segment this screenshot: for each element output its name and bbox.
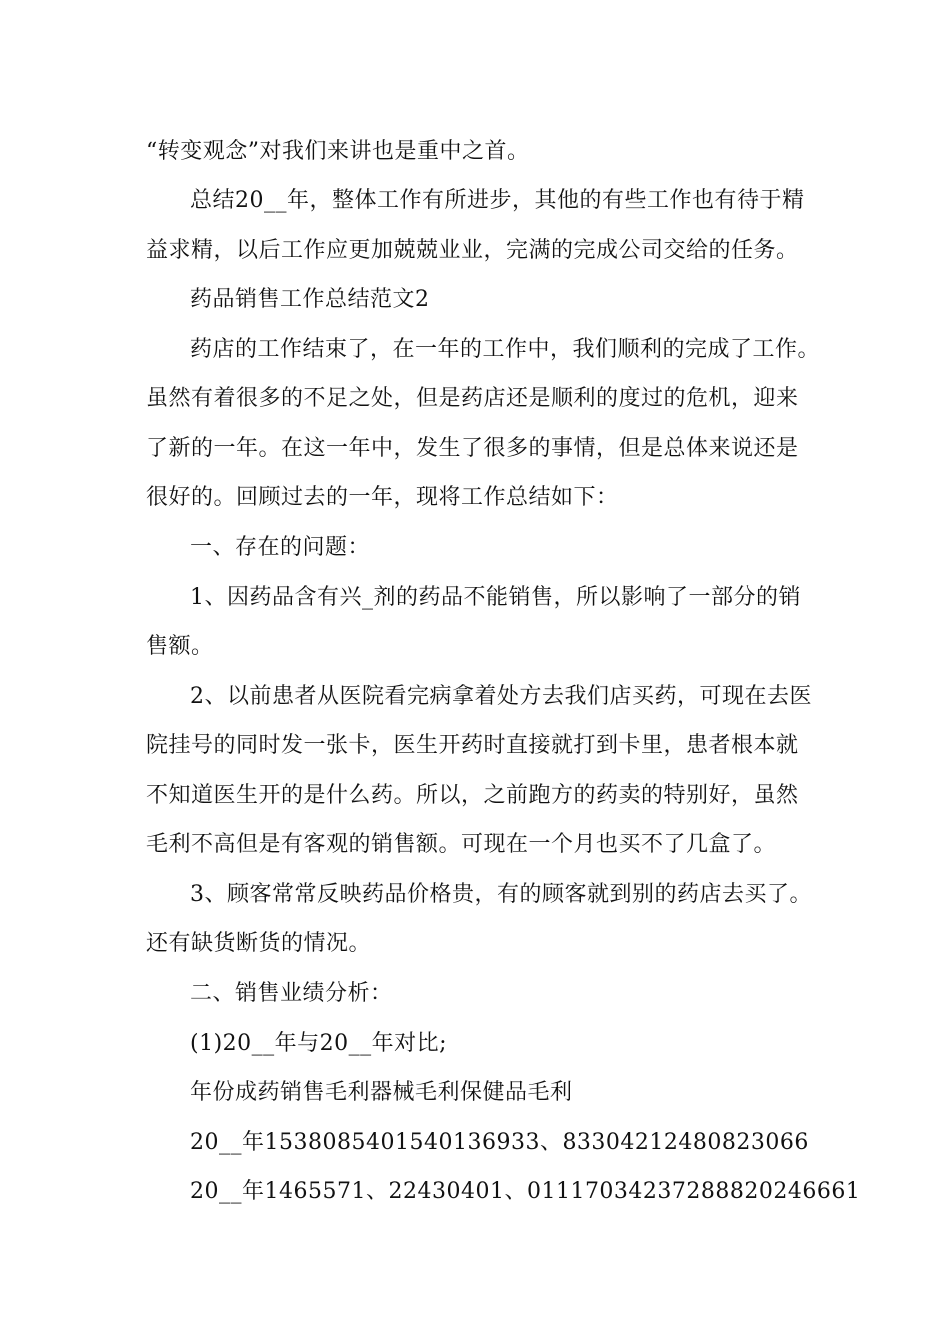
section-heading: 二、销售业绩分析：	[190, 981, 393, 1006]
list-item: 2、以前患者从医院看完病拿着处方去我们店买药，可现在去医	[190, 684, 812, 709]
text-line: 售额。	[146, 634, 214, 659]
table-header-line: 年份成药销售毛利器械毛利保健品毛利	[190, 1080, 573, 1105]
comparison-label: (1)20__年与20__年对比;	[190, 1031, 448, 1056]
text-line: 不知道医生开的是什么药。所以，之前跑方的药卖的特别好，虽然	[146, 783, 799, 808]
table-row: 20__年1538085401540136933、83304212480823066	[190, 1130, 809, 1155]
paragraph-line: 总结20__年，整体工作有所进步，其他的有些工作也有待于精	[190, 188, 805, 213]
text-line: 还有缺货断货的情况。	[146, 931, 372, 956]
text-line: 了新的一年。在这一年中，发生了很多的事情，但是总体来说还是	[146, 436, 799, 461]
paragraph-line: 药店的工作结束了，在一年的工作中，我们顺利的完成了工作。	[190, 337, 821, 362]
section-title: 药品销售工作总结范文2	[190, 287, 430, 312]
list-item: 3、顾客常常反映药品价格贵，有的顾客就到别的药店去买了。	[190, 882, 812, 907]
text-line: 虽然有着很多的不足之处，但是药店还是顺利的度过的危机，迎来	[146, 386, 799, 411]
table-row: 20__年1465571、22430401、01117034237288820246661	[190, 1179, 861, 1204]
list-item: 1、因药品含有兴_剂的药品不能销售，所以影响了一部分的销	[190, 585, 801, 610]
text-line: “转变观念”对我们来讲也是重中之首。	[146, 139, 530, 164]
text-line: 很好的。回顾过去的一年，现将工作总结如下：	[146, 485, 619, 510]
text-line: 益求精，以后工作应更加兢兢业业，完满的完成公司交给的任务。	[146, 238, 799, 263]
section-heading: 一、存在的问题：	[190, 535, 371, 560]
text-line: 毛利不高但是有客观的销售额。可现在一个月也买不了几盒了。	[146, 832, 777, 857]
text-line: 院挂号的同时发一张卡，医生开药时直接就打到卡里，患者根本就	[146, 733, 799, 758]
